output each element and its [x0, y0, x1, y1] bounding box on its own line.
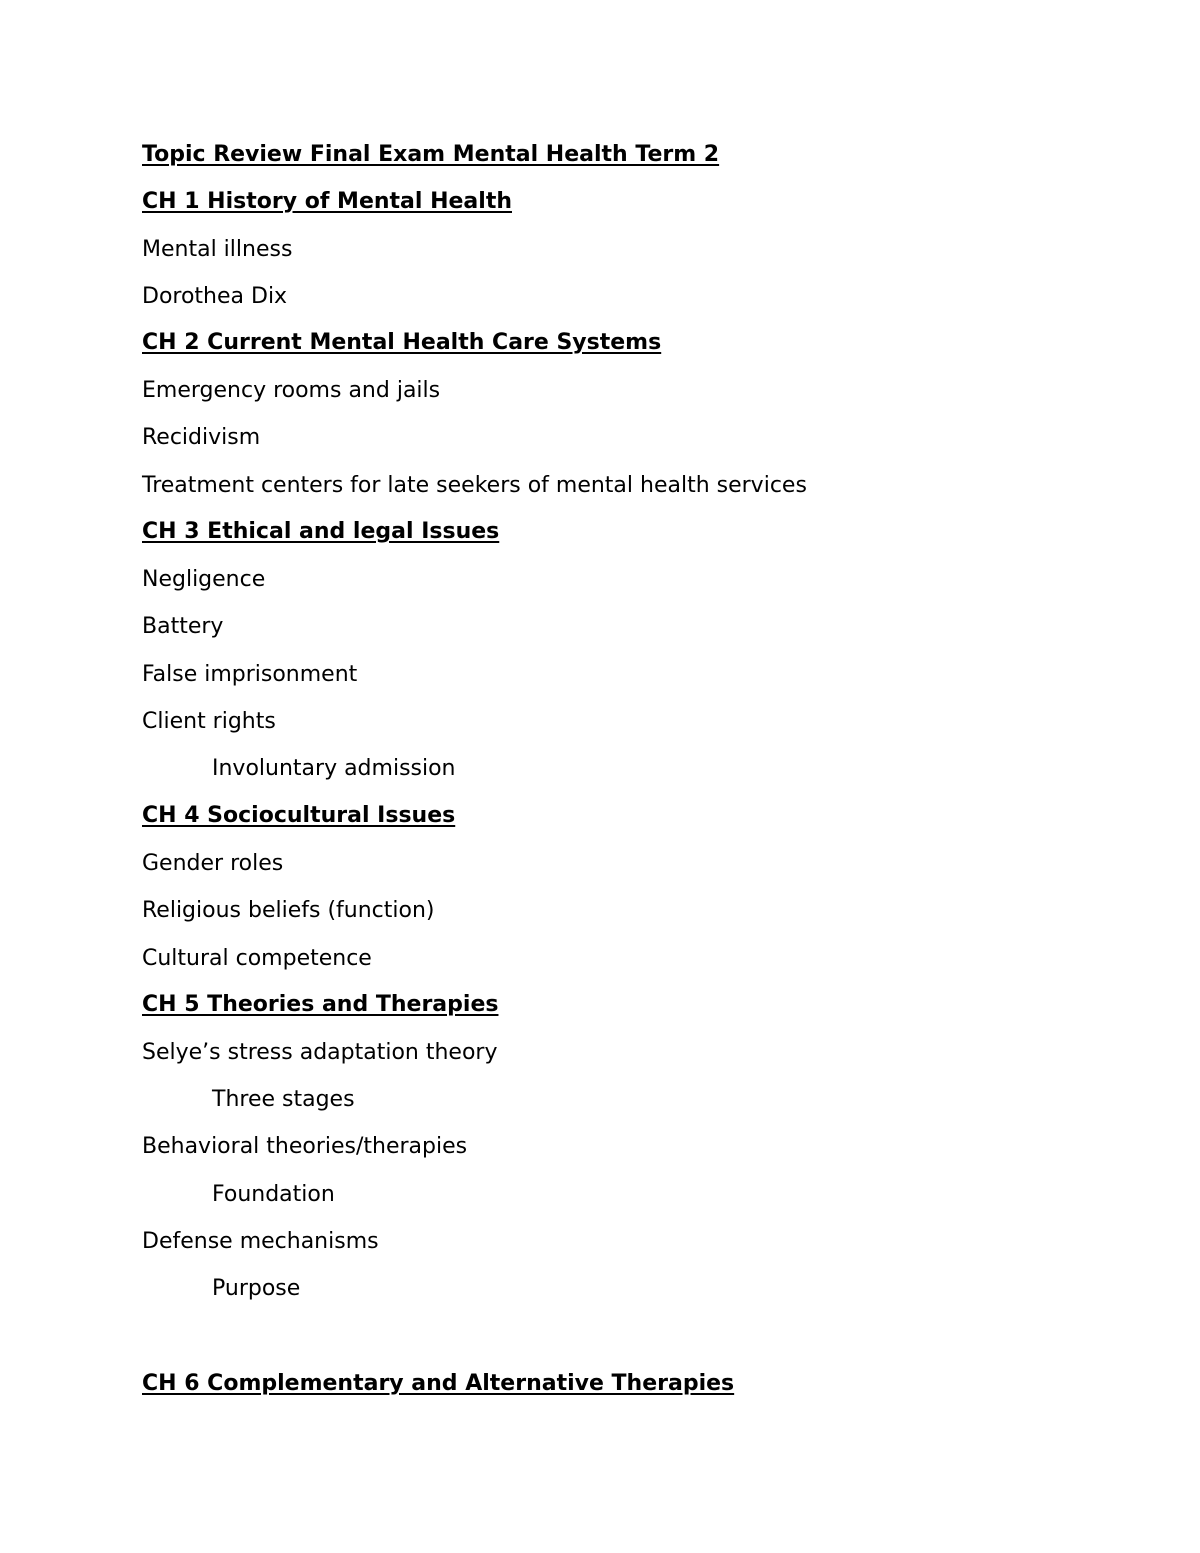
topic-item: Negligence [142, 567, 266, 592]
topic-item: Client rights [142, 709, 276, 734]
topic-item: False imprisonment [142, 662, 358, 687]
topic-item: Battery [142, 614, 224, 639]
topic-item: Recidivism [142, 425, 261, 450]
section-heading-ch2: CH 2 Current Mental Health Care Systems [142, 330, 662, 355]
section-heading-ch4: CH 4 Sociocultural Issues [142, 803, 456, 828]
topic-item: Gender roles [142, 851, 284, 876]
topic-item: Cultural competence [142, 946, 372, 971]
topic-item: Dorothea Dix [142, 284, 288, 309]
topic-subitem: Foundation [212, 1182, 335, 1207]
topic-item: Mental illness [142, 237, 293, 262]
topic-item: Emergency rooms and jails [142, 378, 441, 403]
topic-item: Religious beliefs (function) [142, 898, 435, 923]
topic-item: Defense mechanisms [142, 1229, 379, 1254]
topic-item: Treatment centers for late seekers of mental health services [142, 473, 807, 498]
section-heading-ch3: CH 3 Ethical and legal Issues [142, 519, 500, 544]
section-heading-ch1: CH 1 History of Mental Health [142, 189, 512, 214]
topic-subitem: Purpose [212, 1276, 301, 1301]
topic-item: Behavioral theories/therapies [142, 1134, 468, 1159]
section-heading-ch5: CH 5 Theories and Therapies [142, 992, 499, 1017]
document-title: Topic Review Final Exam Mental Health Term 2 [142, 142, 720, 167]
topic-subitem: Three stages [212, 1087, 355, 1112]
section-heading-ch6: CH 6 Complementary and Alternative Therapies [142, 1371, 735, 1396]
topic-item: Selye’s stress adaptation theory [142, 1040, 498, 1065]
topic-subitem: Involuntary admission [212, 756, 456, 781]
